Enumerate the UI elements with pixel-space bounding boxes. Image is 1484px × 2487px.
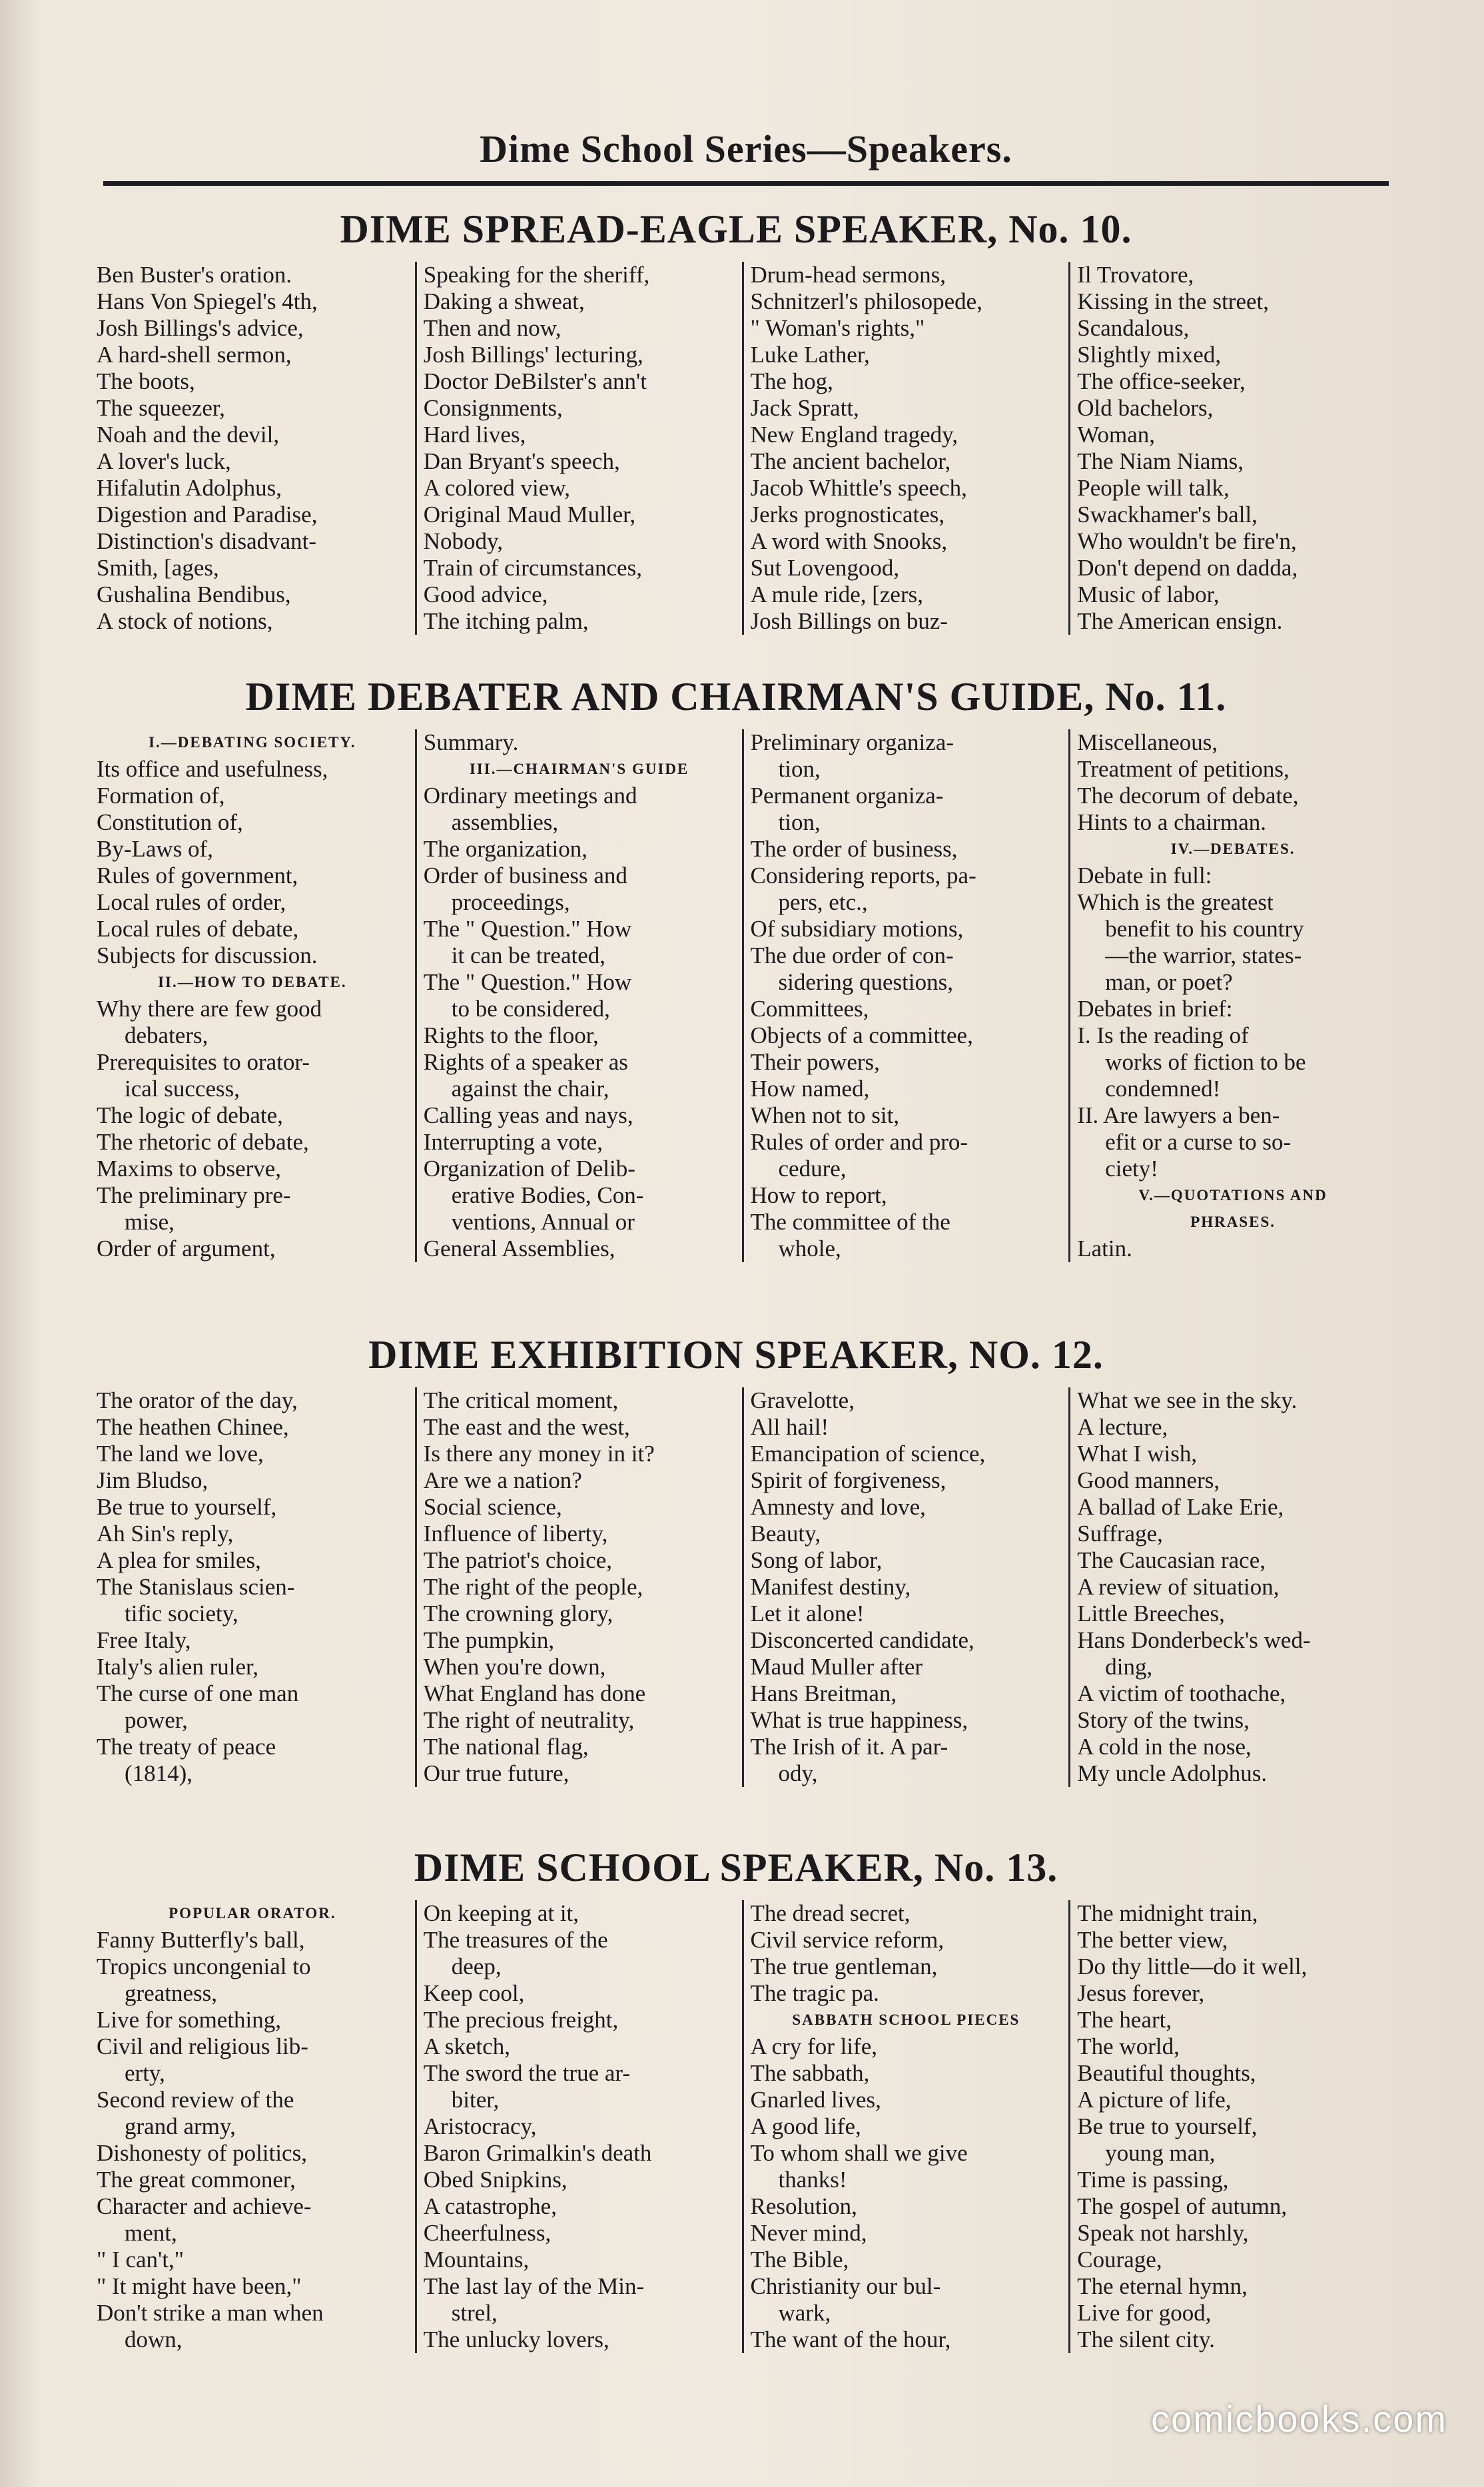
entry-line: The ancient bachelor,	[750, 448, 951, 474]
entry-line: Speak not harshly,	[1077, 2220, 1249, 2246]
entry-line: The heathen Chinee,	[97, 1414, 289, 1440]
entry-line: A catastrophe,	[423, 2193, 557, 2219]
entry-line: The Irish of it. A par-	[750, 1734, 948, 1760]
entry-line: proceedings,	[451, 889, 570, 915]
entry-line: Keep cool,	[423, 1980, 525, 2006]
entry-line: The logic of debate,	[97, 1102, 283, 1128]
entry-line: A good life,	[750, 2113, 861, 2139]
entry-line: III.—CHAIRMAN'S GUIDE	[469, 761, 689, 777]
entry-line: Gushalina Bendibus,	[97, 581, 291, 607]
entry-line: ding,	[1105, 1654, 1153, 1680]
entry-line: The boots,	[97, 368, 195, 394]
entry-line: Which is the greatest	[1077, 889, 1274, 915]
entry-line: Resolution,	[750, 2193, 857, 2219]
entry-line: Luke Lather,	[750, 342, 870, 368]
entry-line: Second review of the	[97, 2087, 294, 2113]
entry-line: Josh Billings' lecturing,	[423, 342, 643, 368]
entry-line: Original Maud Muller,	[423, 502, 636, 528]
entry-line: Cheerfulness,	[423, 2220, 552, 2246]
page-header: Dime School Series—Speakers.	[480, 127, 1012, 171]
entry-line: A sketch,	[423, 2033, 511, 2059]
entry-line: Mountains,	[423, 2247, 530, 2273]
entry-line: A cold in the nose,	[1077, 1734, 1252, 1760]
entry-line: Jerks prognosticates,	[750, 502, 945, 528]
entry-line: The better view,	[1077, 1927, 1228, 1953]
entry-line: The orator of the day,	[97, 1387, 298, 1413]
entry-line: Be true to yourself,	[97, 1494, 277, 1520]
entry-line: —the warrior, states-	[1105, 942, 1302, 968]
entry-line: Jesus forever,	[1077, 1980, 1205, 2006]
entry-line: The great commoner,	[97, 2167, 296, 2193]
section-columns	[77, 729, 1395, 1262]
entry-line: Interrupting a vote,	[423, 1129, 603, 1155]
section-column	[77, 1900, 415, 2353]
entry-line: Kissing in the street,	[1077, 288, 1269, 314]
section-columns	[77, 1387, 1395, 1787]
section-exhibition-speaker	[77, 1332, 1395, 1787]
entry-line: The Bible,	[750, 2247, 849, 2273]
entry-line: Hard lives,	[423, 422, 526, 448]
entry-line: greatness,	[125, 1980, 217, 2006]
entry-line: A review of situation,	[1077, 1574, 1280, 1600]
entry-line: The land we love,	[97, 1441, 264, 1467]
entry-line: Objects of a committee,	[750, 1022, 973, 1048]
entry-line: The world,	[1077, 2033, 1180, 2059]
entry-line: Committees,	[750, 996, 869, 1022]
entry-line: Hints to a chairman.	[1077, 809, 1267, 835]
entry-line: The " Question." How	[423, 969, 632, 995]
entry-line: ical success,	[125, 1076, 240, 1102]
entry-line: Don't strike a man when	[97, 2300, 324, 2326]
entry-line: Miscellaneous,	[1077, 729, 1218, 755]
entry-line: Live for good,	[1077, 2300, 1212, 2326]
entry-line: The eternal hymn,	[1077, 2273, 1248, 2299]
entry-line: Time is passing,	[1077, 2167, 1229, 2193]
entry-line: Maxims to observe,	[97, 1156, 282, 1182]
entry-line: The true gentleman,	[750, 1954, 938, 1979]
entry-line: Disconcerted candidate,	[750, 1627, 974, 1653]
entry-line: When not to sit,	[750, 1102, 900, 1128]
entry-line: My uncle Adolphus.	[1077, 1760, 1268, 1786]
section-debater-guide	[77, 674, 1395, 1262]
entry-line: Train of circumstances,	[423, 555, 642, 581]
entry-line: pers, etc.,	[778, 889, 868, 915]
entry-line: What I wish,	[1077, 1441, 1198, 1467]
entry-line: Considering reports, pa-	[750, 863, 976, 888]
entry-line: thanks!	[778, 2167, 847, 2193]
entry-line: A picture of life,	[1077, 2087, 1232, 2113]
entry-line: A mule ride, [zers,	[750, 581, 923, 607]
entry-line: Don't depend on dadda,	[1077, 555, 1298, 581]
entry-line: ciety!	[1105, 1156, 1158, 1182]
entry-line: Local rules of order,	[97, 889, 286, 915]
entry-line: The sabbath,	[750, 2060, 870, 2086]
entry-line: " It might have been,"	[97, 2273, 302, 2299]
entry-line: biter,	[451, 2087, 500, 2113]
entry-line: erative Bodies, Con-	[451, 1182, 644, 1208]
entry-line: Hans Von Spiegel's 4th,	[97, 288, 318, 314]
entry-line: ment,	[125, 2220, 177, 2246]
entry-line: Distinction's disadvant-	[97, 528, 317, 554]
entry-line: Woman,	[1077, 422, 1155, 448]
entry-line: Beautiful thoughts,	[1077, 2060, 1256, 2086]
entry-line: Il Trovatore,	[1077, 262, 1194, 288]
entry-line: A cry for life,	[750, 2033, 877, 2059]
section-column	[1068, 262, 1395, 635]
entry-line: The critical moment,	[423, 1387, 619, 1413]
entry-line: Gnarled lives,	[750, 2087, 881, 2113]
entry-line: The silent city.	[1077, 2326, 1215, 2352]
section-title: DIME SPREAD-EAGLE SPEAKER, No. 10.	[340, 207, 1132, 251]
entry-line: Rights of a speaker as	[423, 1049, 628, 1075]
entry-line: Sut Lovengood,	[750, 555, 900, 581]
section-column	[742, 262, 1069, 635]
entry-line: The last lay of the Min-	[423, 2273, 645, 2299]
section-column	[415, 262, 742, 635]
entry-line: Song of labor,	[750, 1547, 883, 1573]
entry-line: Influence of liberty,	[423, 1521, 608, 1547]
entry-line: Jacob Whittle's speech,	[750, 475, 967, 501]
entry-line: Emancipation of science,	[750, 1441, 986, 1467]
entry-line: strel,	[451, 2300, 498, 2326]
entry-line: The right of the people,	[423, 1574, 643, 1600]
section-column	[415, 729, 742, 1262]
entry-line: Noah and the devil,	[97, 422, 280, 448]
entry-line: Good advice,	[423, 581, 548, 607]
entry-line: On keeping at it,	[423, 1900, 579, 1926]
entry-line: tion,	[778, 809, 821, 835]
entry-line: (1814),	[125, 1760, 193, 1786]
section-title: DIME SCHOOL SPEAKER, No. 13.	[414, 1846, 1058, 1890]
entry-line: Subjects for discussion.	[97, 942, 318, 968]
entry-line: By-Laws of,	[97, 836, 213, 862]
entry-line: Its office and usefulness,	[97, 756, 328, 782]
entry-line: II.—HOW TO DEBATE.	[158, 974, 347, 990]
entry-line: Latin.	[1077, 1236, 1132, 1261]
section-title: DIME EXHIBITION SPEAKER, NO. 12.	[368, 1333, 1104, 1377]
entry-line: Live for something,	[97, 2007, 282, 2033]
entry-line: To whom shall we give	[750, 2140, 968, 2166]
entry-line: Are we a nation?	[423, 1467, 582, 1493]
entry-line: Little Breeches,	[1077, 1600, 1225, 1626]
entry-line: The organization,	[423, 836, 587, 862]
entry-line: Baron Grimalkin's death	[423, 2140, 652, 2166]
entry-line: Prerequisites to orator-	[97, 1049, 310, 1075]
entry-line: Rules of order and pro-	[750, 1129, 968, 1155]
entry-line: The unlucky lovers,	[423, 2326, 609, 2352]
entry-line: IV.—DEBATES.	[1170, 841, 1296, 857]
entry-line: General Assemblies,	[423, 1236, 615, 1261]
entry-line: POPULAR ORATOR.	[169, 1905, 336, 1922]
section-title: DIME DEBATER AND CHAIRMAN'S GUIDE, No. 11.	[245, 675, 1227, 719]
entry-line: Smith, [ages,	[97, 555, 219, 581]
entry-line: Their powers,	[750, 1049, 880, 1075]
entry-line: Nobody,	[423, 528, 504, 554]
entry-line: assemblies,	[451, 809, 559, 835]
entry-line: down,	[125, 2326, 183, 2352]
entry-line: Consignments,	[423, 395, 563, 421]
entry-line: Christianity our bul-	[750, 2273, 941, 2299]
entry-line: Tropics uncongenial to	[97, 1954, 311, 1979]
entry-line: The midnight train,	[1077, 1900, 1258, 1926]
entry-line: A word with Snooks,	[750, 528, 948, 554]
entry-line: Then and now,	[423, 315, 561, 341]
entry-line: Let it alone!	[750, 1600, 865, 1626]
entry-line: New England tragedy,	[750, 422, 958, 448]
entry-line: Gravelotte,	[750, 1387, 855, 1413]
entry-line: The sword the true ar-	[423, 2060, 631, 2086]
entry-line: What England has done	[423, 1680, 646, 1706]
entry-line: Debates in brief:	[1077, 996, 1233, 1022]
entry-line: Hifalutin Adolphus,	[97, 475, 282, 501]
site-watermark: comicbooks.com	[1150, 2398, 1447, 2440]
entry-line: Of subsidiary motions,	[750, 916, 964, 942]
entry-line: Daking a shweat,	[423, 288, 585, 314]
section-column	[1068, 729, 1395, 1262]
entry-line: Ben Buster's oration.	[97, 262, 292, 288]
entry-line: The gospel of autumn,	[1077, 2193, 1288, 2219]
entry-line: Character and achieve-	[97, 2193, 312, 2219]
entry-line: mise,	[125, 1209, 175, 1235]
entry-line: ody,	[778, 1760, 818, 1786]
entry-line: The squeezer,	[97, 395, 225, 421]
entry-line: A lover's luck,	[97, 448, 231, 474]
entry-line: A victim of toothache,	[1077, 1680, 1286, 1706]
entry-line: SABBATH SCHOOL PIECES	[792, 2011, 1020, 2028]
entry-line: Summary.	[423, 729, 519, 755]
entry-line: The heart,	[1077, 2007, 1172, 2033]
entry-line: A colored view,	[423, 475, 571, 501]
entry-line: Good manners,	[1077, 1467, 1220, 1493]
entry-line: cedure,	[778, 1156, 847, 1182]
entry-line: Our true future,	[423, 1760, 569, 1786]
entry-line: The east and the west,	[423, 1414, 630, 1440]
entry-line: The itching palm,	[423, 608, 589, 634]
entry-line: to be considered,	[451, 996, 610, 1022]
entry-line: Never mind,	[750, 2220, 867, 2246]
entry-line: The due order of con-	[750, 942, 954, 968]
entry-line: sidering questions,	[778, 969, 953, 995]
entry-line: Free Italy,	[97, 1627, 191, 1653]
entry-line: wark,	[778, 2300, 831, 2326]
entry-line: Dishonesty of politics,	[97, 2140, 307, 2166]
section-spread-eagle-speaker	[77, 206, 1395, 635]
entry-line: Manifest destiny,	[750, 1574, 911, 1600]
entry-line: PHRASES.	[1190, 1214, 1276, 1230]
entry-line: Rights to the floor,	[423, 1022, 599, 1048]
entry-line: grand army,	[125, 2113, 236, 2139]
entry-line: Preliminary organiza-	[750, 729, 954, 755]
entry-line: against the chair,	[451, 1076, 609, 1102]
entry-line: The preliminary pre-	[97, 1182, 291, 1208]
entry-line: Slightly mixed,	[1077, 342, 1222, 368]
entry-line: How to report,	[750, 1182, 887, 1208]
entry-line: Maud Muller after	[750, 1654, 923, 1680]
entry-line: The curse of one man	[97, 1680, 299, 1706]
entry-line: Treatment of petitions,	[1077, 756, 1290, 782]
entry-line: The want of the hour,	[750, 2326, 951, 2352]
entry-line: The crowning glory,	[423, 1600, 613, 1626]
entry-line: A lecture,	[1077, 1414, 1168, 1440]
section-column	[77, 1387, 415, 1787]
entry-line: Ordinary meetings and	[423, 783, 637, 809]
entry-line: Obed Snipkins,	[423, 2167, 567, 2193]
entry-line: Amnesty and love,	[750, 1494, 926, 1520]
entry-line: Organization of Delib-	[423, 1156, 635, 1182]
entry-line: works of fiction to be	[1105, 1049, 1306, 1075]
entry-line: A ballad of Lake Erie,	[1077, 1494, 1284, 1520]
entry-line: The order of business,	[750, 836, 958, 862]
entry-line: Aristocracy,	[423, 2113, 537, 2139]
section-columns	[77, 262, 1395, 635]
entry-line: young man,	[1105, 2140, 1216, 2166]
entry-line: Social science,	[423, 1494, 562, 1520]
entry-line: Italy's alien ruler,	[97, 1654, 259, 1680]
entry-line: Scandalous,	[1077, 315, 1190, 341]
entry-line: The treasures of the	[423, 1927, 608, 1953]
entry-line: Formation of,	[97, 783, 225, 809]
entry-line: How named,	[750, 1076, 870, 1102]
entry-line: Schnitzerl's philosopede,	[750, 288, 982, 314]
entry-line: Story of the twins,	[1077, 1707, 1250, 1733]
entry-line: Digestion and Paradise,	[97, 502, 318, 528]
entry-line: The " Question." How	[423, 916, 632, 942]
section-school-speaker	[77, 1845, 1395, 2353]
entry-line: The dread secret,	[750, 1900, 911, 1926]
entry-line: What is true happiness,	[750, 1707, 968, 1733]
section-column	[742, 1387, 1069, 1787]
entry-line: Order of argument,	[97, 1236, 276, 1261]
entry-line: Josh Billings's advice,	[97, 315, 304, 341]
header-rule	[103, 181, 1389, 186]
entry-line: " Woman's rights,"	[750, 315, 925, 341]
entry-line: ventions, Annual or	[451, 1209, 635, 1235]
entry-line: Old bachelors,	[1077, 395, 1214, 421]
entry-line: A stock of notions,	[97, 608, 273, 634]
entry-line: Rules of government,	[97, 863, 298, 888]
entry-line: V.—QUOTATIONS AND	[1138, 1187, 1327, 1204]
entry-line: The patriot's choice,	[423, 1547, 613, 1573]
entry-line: Do thy little—do it well,	[1077, 1954, 1307, 1979]
entry-line: A hard-shell sermon,	[97, 342, 292, 368]
entry-line: power,	[125, 1707, 188, 1733]
entry-line: The decorum of debate,	[1077, 783, 1299, 809]
entry-line: The committee of the	[750, 1209, 950, 1235]
section-column	[742, 1900, 1069, 2353]
entry-line: Why there are few good	[97, 996, 322, 1022]
entry-line: People will talk,	[1077, 475, 1230, 501]
section-column	[1068, 1900, 1395, 2353]
entry-line: Dan Bryant's speech,	[423, 448, 620, 474]
entry-line: benefit to his country	[1105, 916, 1304, 942]
entry-line: Doctor DeBilster's ann't	[423, 368, 647, 394]
entry-line: Fanny Butterfly's ball,	[97, 1927, 305, 1953]
entry-line: Ah Sin's reply,	[97, 1521, 234, 1547]
entry-line: Calling yeas and nays,	[423, 1102, 633, 1128]
entry-line: man, or poet?	[1105, 969, 1233, 995]
entry-line: Spirit of forgiveness,	[750, 1467, 946, 1493]
entry-line: Courage,	[1077, 2247, 1162, 2273]
entry-line: The office-seeker,	[1077, 368, 1246, 394]
entry-line: Swackhamer's ball,	[1077, 502, 1258, 528]
entry-line: What we see in the sky.	[1077, 1387, 1298, 1413]
entry-line: II. Are lawyers a ben-	[1077, 1102, 1280, 1128]
entry-line: The Caucasian race,	[1077, 1547, 1266, 1573]
entry-line: deep,	[451, 1954, 502, 1979]
entry-line: All hail!	[750, 1414, 829, 1440]
entry-line: Local rules of debate,	[97, 916, 299, 942]
entry-line: The precious freight,	[423, 2007, 619, 2033]
entry-line: Josh Billings on buz-	[750, 608, 948, 634]
entry-line: condemned!	[1105, 1076, 1221, 1102]
entry-line: Civil service reform,	[750, 1927, 944, 1953]
entry-line: The right of neutrality,	[423, 1707, 635, 1733]
entry-line: Constitution of,	[97, 809, 243, 835]
entry-line: Jim Bludso,	[97, 1467, 208, 1493]
entry-line: The national flag,	[423, 1734, 589, 1760]
entry-line: Debate in full:	[1077, 863, 1212, 888]
section-column	[77, 262, 415, 635]
entry-line: Permanent organiza-	[750, 783, 944, 809]
entry-line: Speaking for the sheriff,	[423, 262, 650, 288]
entry-line: I.—DEBATING SOCIETY.	[149, 734, 356, 751]
entry-line: Hans Breitman,	[750, 1680, 897, 1706]
entry-line: The pumpkin,	[423, 1627, 555, 1653]
entry-line: Beauty,	[750, 1521, 821, 1547]
section-column	[415, 1900, 742, 2353]
entry-line: Civil and religious lib-	[97, 2033, 308, 2059]
section-column	[77, 729, 415, 1262]
entry-line: whole,	[778, 1236, 841, 1261]
entry-line: Suffrage,	[1077, 1521, 1163, 1547]
entry-line: debaters,	[125, 1022, 208, 1048]
section-columns	[77, 1900, 1395, 2353]
entry-line: tion,	[778, 756, 821, 782]
entry-line: it can be treated,	[451, 942, 606, 968]
entry-line: Drum-head sermons,	[750, 262, 946, 288]
entry-line: Jack Spratt,	[750, 395, 859, 421]
entry-line: The tragic pa.	[750, 1980, 879, 2006]
entry-line: Who wouldn't be fire'n,	[1077, 528, 1297, 554]
entry-line: The hog,	[750, 368, 833, 394]
entry-line: tific society,	[125, 1600, 238, 1626]
entry-line: The treaty of peace	[97, 1734, 276, 1760]
entry-line: Is there any money in it?	[423, 1441, 655, 1467]
entry-line: efit or a curse to so-	[1105, 1129, 1292, 1155]
entry-line: Hans Donderbeck's wed-	[1077, 1627, 1311, 1653]
section-column	[415, 1387, 742, 1787]
entry-line: The American ensign.	[1077, 608, 1283, 634]
entry-line: The Stanislaus scien-	[97, 1574, 295, 1600]
section-column	[742, 729, 1069, 1262]
entry-line: erty,	[125, 2060, 165, 2086]
entry-line: " I can't,"	[97, 2247, 185, 2273]
entry-line: A plea for smiles,	[97, 1547, 261, 1573]
entry-line: Be true to yourself,	[1077, 2113, 1258, 2139]
entry-line: When you're down,	[423, 1654, 606, 1680]
entry-line: Order of business and	[423, 863, 627, 888]
entry-line: Music of labor,	[1077, 581, 1220, 607]
entry-line: The rhetoric of debate,	[97, 1129, 309, 1155]
entry-line: The Niam Niams,	[1077, 448, 1244, 474]
section-column	[1068, 1387, 1395, 1787]
entry-line: I. Is the reading of	[1077, 1022, 1249, 1048]
